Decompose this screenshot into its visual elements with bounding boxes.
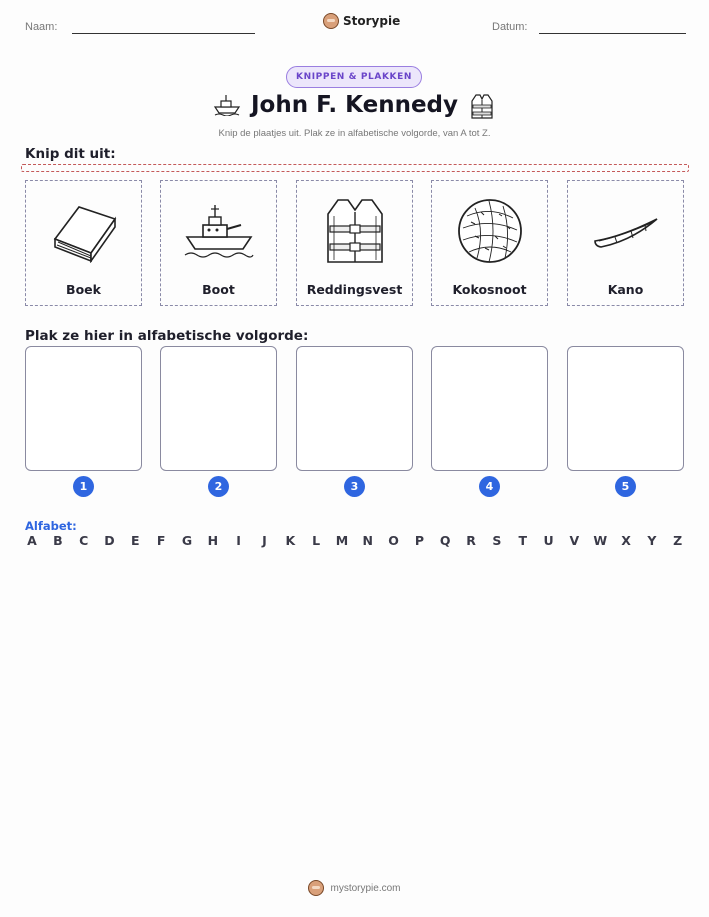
alphabet-letter: Y [647,533,657,548]
page-title: John F. Kennedy [250,92,458,118]
cut-card-life-vest[interactable] [296,180,413,306]
alphabet-letter: V [569,533,580,548]
cut-line [21,164,689,172]
book-icon [49,199,119,267]
cut-card-coconut[interactable] [431,180,548,306]
alphabet-letter: D [104,533,115,548]
cut-heading: Knip dit uit: [25,146,116,162]
paste-box-2[interactable] [160,346,277,471]
alphabet-letter: B [53,533,63,548]
alphabet-letter: R [466,533,476,548]
position-number: 5 [615,476,636,497]
storypie-mascot-icon [323,13,339,29]
alphabet-letter: K [285,533,296,548]
date-label: Datum: [492,21,528,33]
brand-logo [323,13,400,29]
alphabet-letter: F [156,533,166,548]
footer [0,880,709,896]
alphabet-letter: L [312,533,321,548]
brand-name: Storypie [343,14,401,28]
alphabet-letter: J [262,533,267,548]
paste-heading: Plak ze hier in alfabetische volgorde: [25,328,309,344]
card-label: Kokosnoot [452,282,527,297]
alphabet-heading: Alfabet: [25,519,77,533]
card-label: Kano [607,282,644,297]
position-number: 2 [208,476,229,497]
alphabet-letter: E [131,533,140,548]
alphabet-letter: Z [673,533,683,548]
name-label: Naam: [25,21,58,33]
alphabet-letter: N [362,533,373,548]
alphabet-letter: H [207,533,219,548]
storypie-mascot-icon [308,880,324,896]
paste-box-3[interactable] [296,346,413,471]
activity-badge: KNIPPEN & PLAKKEN [286,66,422,88]
alphabet-letter: T [518,533,527,548]
card-label: Reddingsvest [306,282,403,297]
card-label: Boek [66,282,101,297]
cut-card-book[interactable] [25,180,142,306]
paste-box-4[interactable] [431,346,548,471]
alphabet-row [25,533,685,548]
name-line[interactable] [72,33,255,34]
instructions: Knip de plaatjes uit. Plak ze in alfabetische volgorde, van A tot Z. [218,128,491,139]
alphabet-letter: P [414,533,424,548]
alphabet-letter: C [79,533,89,548]
position-number: 3 [344,476,365,497]
alphabet-letter: A [27,533,37,548]
canoe-icon [591,211,661,255]
alphabet-letter: O [388,533,399,548]
date-line[interactable] [539,33,686,34]
alphabet-letter: U [543,533,554,548]
boat-icon [183,201,255,265]
coconut-icon [455,196,525,270]
alphabet-letter: G [181,533,193,548]
paste-box-5[interactable] [567,346,684,471]
life-vest-icon [324,196,386,270]
card-label: Boot [202,282,235,297]
position-number: 1 [73,476,94,497]
alphabet-letter: Q [439,533,451,548]
cut-card-boat[interactable] [160,180,277,306]
alphabet-letter: X [621,533,631,548]
paste-box-1[interactable] [25,346,142,471]
footer-site: mystorypie.com [330,882,401,894]
alphabet-letter: I [236,533,241,548]
alphabet-letter: M [335,533,349,548]
alphabet-letter: W [593,533,608,548]
life-vest-icon [468,92,496,124]
position-number: 4 [479,476,500,497]
cut-card-canoe[interactable] [567,180,684,306]
alphabet-letter: S [492,533,502,548]
